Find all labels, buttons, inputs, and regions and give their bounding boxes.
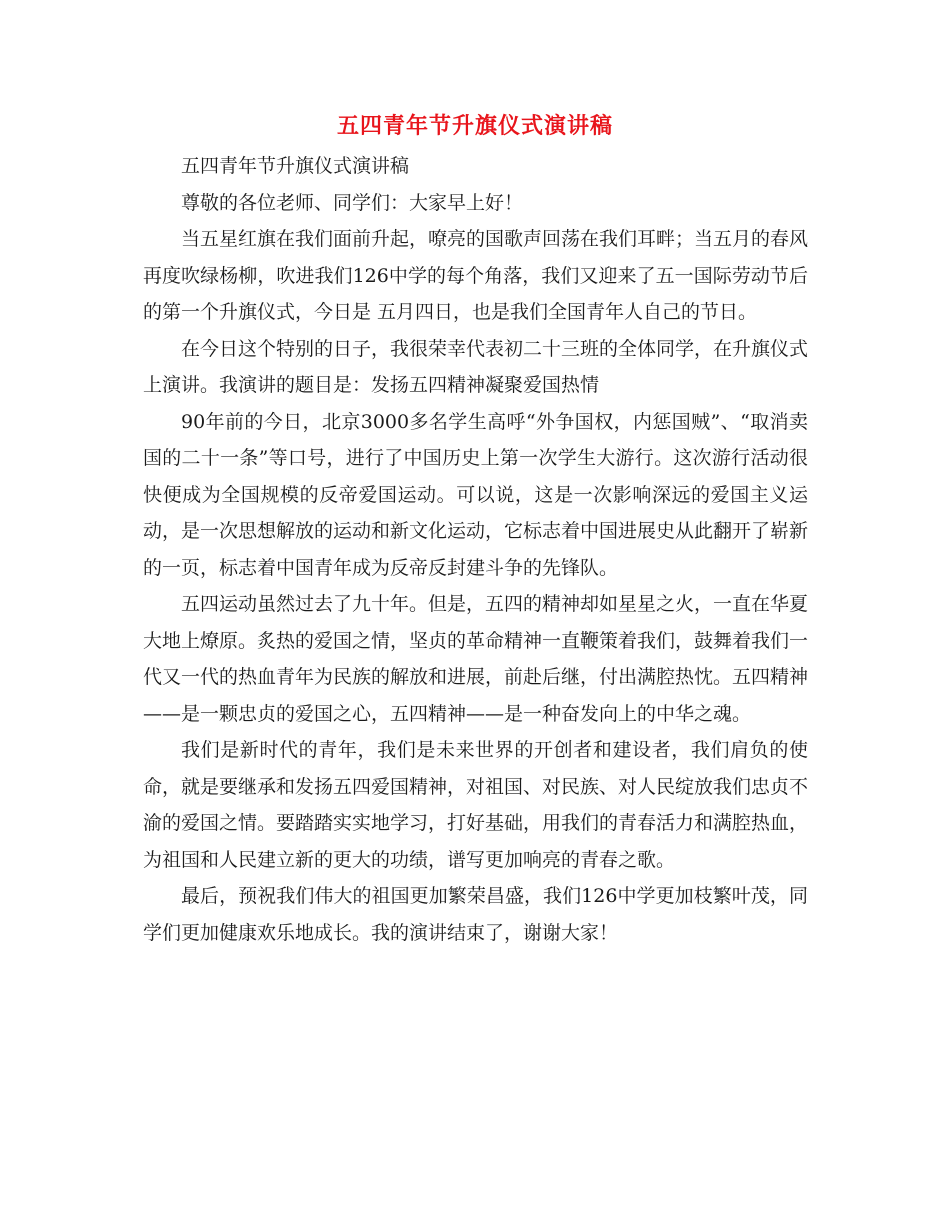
paragraph-greeting: 尊敬的各位老师、同学们：大家早上好！ xyxy=(181,191,524,214)
paragraph-mission: 我们是新时代的青年，我们是未来世界的开创者和建设者，我们肩负的使命，就是要继承和发扬五四爱国精神，对祖国、对民族、对人民绽放我们忠贞不渝的爱国之情。要踏踏实实地学习，打好基础，用我们的青春活力和满腔热血，为祖国和人民建立新的更大的功绩，谱写更加响亮的青春之歌。 xyxy=(143,739,809,871)
document-title: 五四青年节升旗仪式演讲稿 xyxy=(336,113,613,139)
paragraph-intro: 当五星红旗在我们面前升起，嘹亮的国歌声回荡在我们耳畔；当五月的春风再度吹绿杨柳，吹进我们126中学的每个角落，我们又迎来了五一国际劳动节后的第一个升旗仪式，今日是 五月四日，也是我们全国青年人自己的节日。 xyxy=(143,228,809,323)
paragraph-history: 90年前的今日，北京3000多名学生高呼“外争国权，内惩国贼”、“取消卖国的二十一条”等口号，进行了中国历史上第一次学生大游行。这次游行活动很快便成为全国规模的反帝爱国运动。可以说，这是一次影响深远的爱国主义运动，是一次思想解放的运动和新文化运动，它标志着中国进展史从此翻开了崭新的一页，标志着中国青年成为反帝反封建斗争的先锋队。 xyxy=(143,410,809,579)
document-body xyxy=(143,148,808,951)
paragraph-subtitle: 五四青年节升旗仪式演讲稿 xyxy=(181,155,410,177)
paragraph-spirit: 五四运动虽然过去了九十年。但是，五四的精神却如星星之火，一直在华夏大地上燎原。炙热的爱国之情，坚贞的革命精神一直鞭策着我们，鼓舞着我们一代又一代的热血青年为民族的解放和进展，前赴后继，付出满腔热忱。五四精神——是一颗忠贞的爱国之心，五四精神——是一种奋发向上的中华之魂。 xyxy=(143,593,809,725)
paragraph-closing: 最后，预祝我们伟大的祖国更加繁荣昌盛，我们126中学更加枝繁叶茂，同学们更加健康欢乐地成长。我的演讲结束了，谢谢大家！ xyxy=(143,885,808,944)
paragraph-topic: 在今日这个特别的日子，我很荣幸代表初二十三班的全体同学，在升旗仪式上演讲。我演讲的题目是：发扬五四精神凝聚爱国热情 xyxy=(143,337,809,396)
